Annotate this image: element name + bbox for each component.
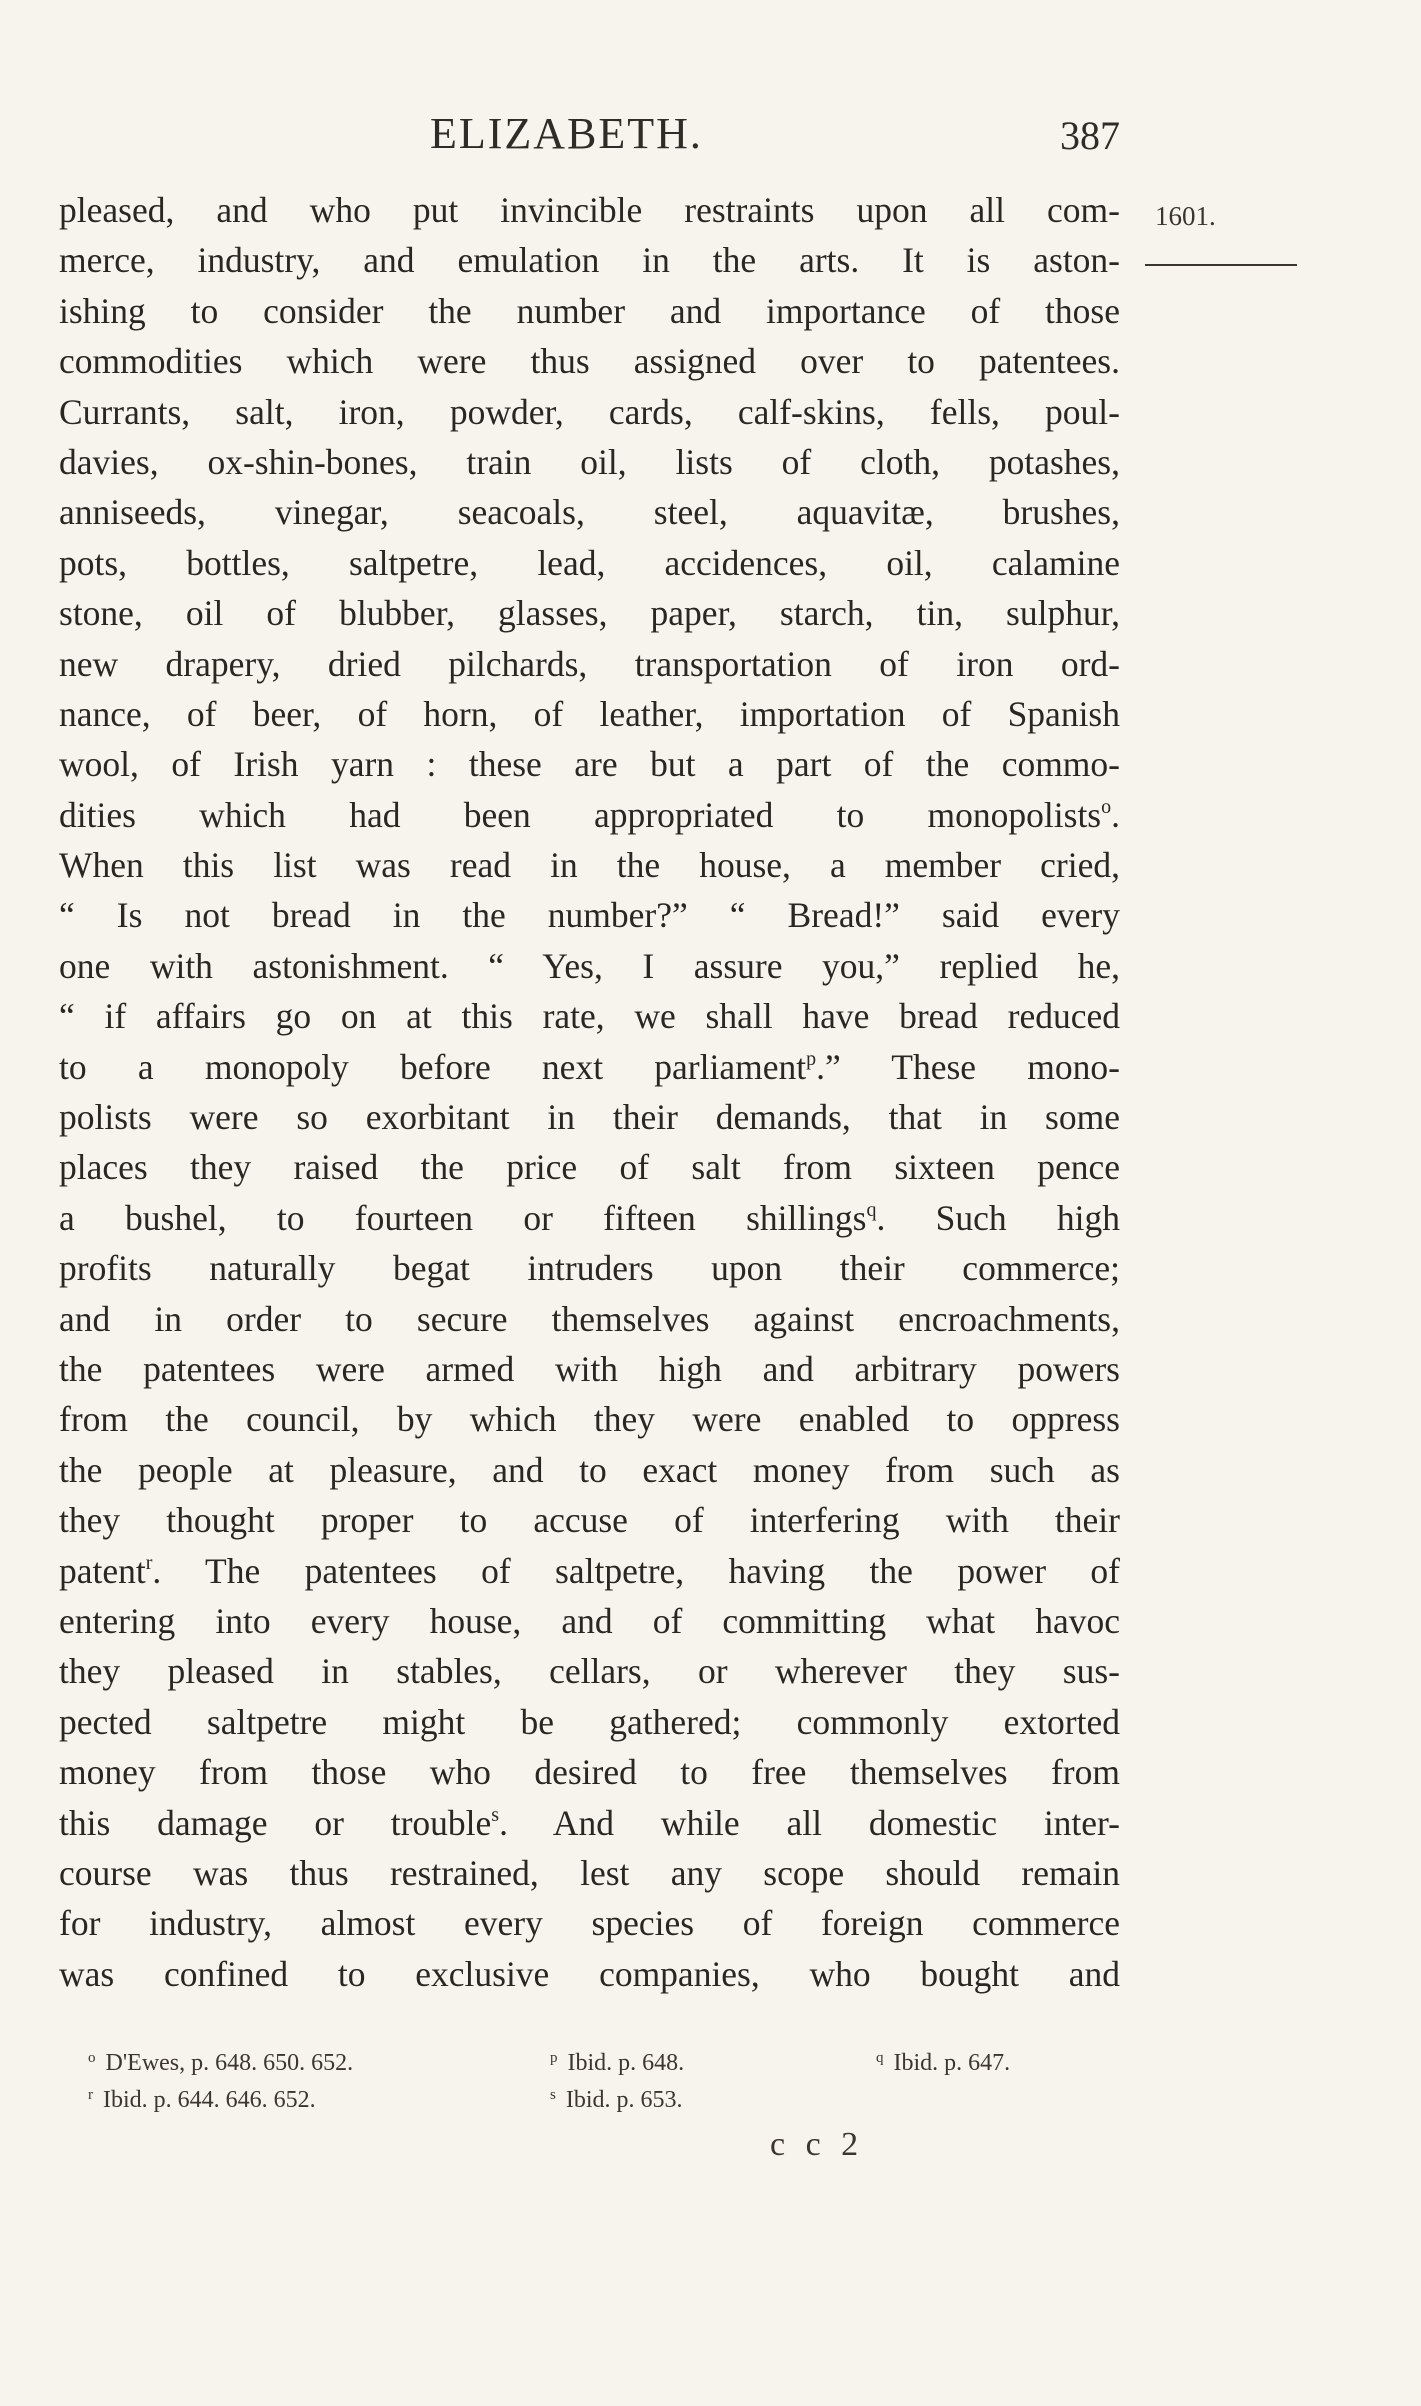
footnote-mark: s xyxy=(550,2087,556,2103)
line-text: for industry, almost every species of foreign commerce xyxy=(59,1903,1120,1944)
text-line xyxy=(59,1092,1120,1142)
text-line xyxy=(59,840,1120,890)
footnote-reference: q xyxy=(866,1198,877,1221)
line-text: places they raised the price of salt from sixteen pence xyxy=(59,1147,1120,1188)
signature-mark: c c 2 xyxy=(770,2126,865,2163)
footnote-p xyxy=(550,2050,684,2077)
line-text: course was thus restrained, lest any scope should remain xyxy=(59,1852,1120,1893)
line-text: “ if affairs go on at this rate, we shall have bread reduced xyxy=(59,996,1120,1037)
text-line xyxy=(59,1394,1120,1444)
line-text: they thought proper to accuse of interfering with their xyxy=(59,1500,1120,1541)
text-line xyxy=(59,1142,1120,1192)
line-text: profits naturally begat intruders upon their commerce; xyxy=(59,1248,1120,1289)
line-text: pots, bottles, saltpetre, lead, accidences, oil, calamine xyxy=(59,542,1120,583)
text-line xyxy=(59,991,1120,1041)
margin-year: 1601. xyxy=(1155,201,1216,231)
text-line xyxy=(59,1798,1120,1848)
margin-rule xyxy=(1145,264,1297,266)
line-text: from the council, by which they were enabled to oppress xyxy=(59,1399,1120,1440)
footnote-reference: s xyxy=(491,1803,500,1826)
line-text: patent xyxy=(59,1550,146,1591)
text-line xyxy=(59,235,1120,285)
line-text-continued: . Such high xyxy=(876,1197,1120,1238)
line-text: merce, industry, and emulation in the arts. It is aston- xyxy=(59,240,1120,281)
page-number: 387 xyxy=(1060,113,1120,158)
line-text: When this list was read in the house, a member cried, xyxy=(59,845,1120,886)
text-line xyxy=(59,185,1120,235)
text-line xyxy=(59,1193,1120,1243)
line-text: wool, of Irish yarn : these are but a part of the commo- xyxy=(59,744,1120,785)
footnote-mark: r xyxy=(88,2087,93,2103)
footnote-text: Ibid. p. 644. 646. 652. xyxy=(103,2087,316,2113)
footnote-s xyxy=(550,2087,683,2114)
line-text-continued: .” These mono- xyxy=(816,1046,1120,1087)
text-line xyxy=(59,286,1120,336)
text-line xyxy=(59,739,1120,789)
line-text: “ Is not bread in the number?” “ Bread!” said every xyxy=(59,895,1120,936)
footnote-q xyxy=(876,2050,1010,2077)
line-text: this damage or trouble xyxy=(59,1802,492,1843)
text-line xyxy=(59,1495,1120,1545)
footnote-reference: r xyxy=(145,1551,153,1574)
footnote-text: Ibid. p. 648. xyxy=(567,2050,685,2076)
text-line xyxy=(59,1445,1120,1495)
text-line xyxy=(59,538,1120,588)
line-text: was confined to exclusive companies, who bought and xyxy=(59,1953,1120,1994)
text-line xyxy=(59,1697,1120,1747)
text-line xyxy=(59,487,1120,537)
text-line xyxy=(59,1747,1120,1797)
line-text: davies, ox-shin-bones, train oil, lists of cloth, potashes, xyxy=(59,441,1120,482)
text-line xyxy=(59,588,1120,638)
body-text xyxy=(59,185,1120,1999)
text-line xyxy=(59,1294,1120,1344)
line-text-continued: . The patentees of saltpetre, having the power of xyxy=(152,1550,1120,1591)
text-line xyxy=(59,336,1120,386)
footnote-reference: o xyxy=(1101,795,1112,818)
footnote-text: D'Ewes, p. 648. 650. 652. xyxy=(105,2050,354,2076)
text-line xyxy=(59,1596,1120,1646)
line-text: money from those who desired to free themselves from xyxy=(59,1752,1120,1793)
line-text: entering into every house, and of committing what havoc xyxy=(59,1600,1120,1641)
line-text: they pleased in stables, cellars, or wherever they sus- xyxy=(59,1651,1120,1692)
line-text: commodities which were thus assigned over to patentees. xyxy=(59,341,1120,382)
text-line xyxy=(59,790,1120,840)
line-text: stone, oil of blubber, glasses, paper, starch, tin, sulphur, xyxy=(59,593,1120,634)
line-text: new drapery, dried pilchards, transportation of iron ord- xyxy=(59,643,1120,684)
text-line xyxy=(59,437,1120,487)
line-text-continued: . xyxy=(1111,794,1120,835)
text-line xyxy=(59,1344,1120,1394)
footnote-mark: p xyxy=(550,2050,558,2066)
text-line xyxy=(59,1646,1120,1696)
text-line xyxy=(59,689,1120,739)
text-line xyxy=(59,1243,1120,1293)
line-text: one with astonishment. “ Yes, I assure you,” replied he, xyxy=(59,945,1120,986)
footnote-mark: q xyxy=(876,2050,884,2066)
line-text-continued: . And while all domestic inter- xyxy=(499,1802,1120,1843)
footnote-reference: p xyxy=(806,1047,817,1070)
footnote-r xyxy=(88,2087,316,2114)
text-line xyxy=(59,1042,1120,1092)
line-text: a bushel, to fourteen or fifteen shillings xyxy=(59,1197,867,1238)
line-text: nance, of beer, of horn, of leather, importation of Spanish xyxy=(59,693,1120,734)
footnote-text: Ibid. p. 653. xyxy=(565,2087,683,2113)
footnote-mark: o xyxy=(88,2050,96,2066)
footnote-text: Ibid. p. 647. xyxy=(893,2050,1011,2076)
line-text: the patentees were armed with high and arbitrary powers xyxy=(59,1348,1120,1389)
line-text: pleased, and who put invincible restraints upon all com- xyxy=(59,190,1120,230)
running-title: ELIZABETH. xyxy=(430,109,703,158)
line-text: to a monopoly before next parliament xyxy=(59,1046,807,1087)
text-line xyxy=(59,890,1120,940)
text-line xyxy=(59,1898,1120,1948)
line-text: ishing to consider the number and importance of those xyxy=(59,290,1120,331)
line-text: and in order to secure themselves against encroachments, xyxy=(59,1298,1120,1339)
line-text: anniseeds, vinegar, seacoals, steel, aquavitæ, brushes, xyxy=(59,492,1120,533)
running-head xyxy=(430,108,1130,168)
line-text: pected saltpetre might be gathered; commonly extorted xyxy=(59,1701,1120,1742)
text-line xyxy=(59,387,1120,437)
line-text: dities which had been appropriated to monopolists xyxy=(59,794,1102,835)
text-line xyxy=(59,639,1120,689)
line-text: polists were so exorbitant in their demands, that in some xyxy=(59,1097,1120,1138)
line-text: the people at pleasure, and to exact money from such as xyxy=(59,1449,1120,1490)
line-text: Currants, salt, iron, powder, cards, calf-skins, fells, poul- xyxy=(59,391,1120,432)
text-line xyxy=(59,941,1120,991)
footnote-o xyxy=(88,2050,353,2077)
text-line xyxy=(59,1848,1120,1898)
text-line xyxy=(59,1949,1120,1999)
text-line xyxy=(59,1546,1120,1596)
